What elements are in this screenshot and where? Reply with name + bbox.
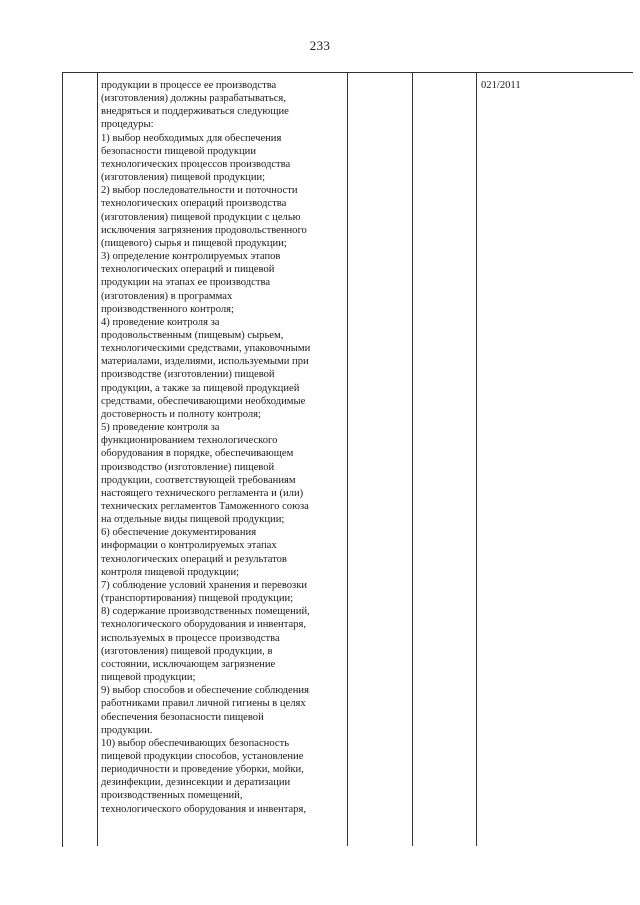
requirement-text-line: технологическими средствами, упаковочными: [101, 343, 311, 355]
requirement-text-line: процедуры:: [101, 119, 154, 131]
requirement-text-line: используемых в процессе производства: [101, 632, 280, 644]
requirement-text-line: производстве (изготовлении) пищевой: [101, 369, 275, 381]
requirement-text-line: (изготовления) в программах: [101, 290, 233, 302]
requirement-text-line: средствами, обеспечивающими необходимые: [101, 395, 306, 407]
requirement-text-line: технологических операций и результатов: [101, 553, 287, 565]
requirement-text-line: технологических операций и пищевой: [101, 264, 275, 276]
requirement-text-line: технических регламентов Таможенного союза: [101, 501, 309, 512]
requirement-text-line: технологического оборудования и инвентаря,: [101, 803, 306, 815]
requirement-text-line: технологического оборудования и инвентаря,: [101, 619, 306, 631]
requirement-text-line: производство (изготовление) пищевой: [101, 461, 275, 473]
requirement-text-line: материалами, изделиями, используемыми при: [101, 356, 309, 368]
requirement-text-line: исключения загрязнения продовольственного: [101, 224, 307, 236]
requirement-text-line: продовольственным (пищевым) сырьем,: [101, 329, 284, 341]
requirement-text-line: (изготовления) пищевой продукции с целью: [101, 211, 301, 223]
requirement-text-line: 10) выбор обеспечивающих безопасность: [101, 737, 290, 749]
requirement-text-line: производственного контроля;: [101, 303, 234, 315]
requirement-text-line: (изготовления) должны разрабатываться,: [101, 93, 286, 105]
requirement-text-line: пищевой продукции;: [101, 672, 196, 684]
requirement-text-line: дезинфекции, дезинсекции и дератизации: [101, 777, 291, 789]
requirement-text-line: достоверность и полноту контроля;: [101, 408, 262, 420]
requirement-text-line: продукции в процессе ее производства: [101, 80, 277, 91]
requirement-text-line: производственных помещений,: [101, 790, 243, 802]
requirement-text-line: обеспечения безопасности пищевой: [101, 711, 264, 723]
requirement-text-line: 3) определение контролируемых этапов: [101, 251, 281, 263]
requirement-text-line: оборудования в порядке, обеспечивающем: [101, 448, 294, 460]
requirement-text-line: внедряться и поддерживаться следующие: [101, 106, 289, 118]
column-divider: [347, 72, 348, 846]
requirement-text-line: технологических процессов производства: [101, 158, 291, 170]
requirement-text-line: (транспортирования) пищевой продукции;: [101, 593, 294, 605]
requirement-text-line: контроля пищевой продукции;: [101, 566, 240, 578]
requirement-text-line: безопасности пищевой продукции: [101, 145, 256, 157]
requirement-text-line: продукции на этапах ее производства: [101, 277, 271, 289]
requirement-text-line: (изготовления) пищевой продукции;: [101, 172, 266, 184]
requirement-text-line: 5) проведение контроля за: [101, 422, 220, 434]
requirement-text-line: настоящего технического регламента и (или): [101, 487, 304, 499]
column-divider: [97, 72, 98, 846]
requirement-text-line: технологических операций производства: [101, 198, 287, 210]
requirement-text-line: 2) выбор последовательности и поточности: [101, 185, 298, 197]
requirement-text-line: состоянии, исключающем загрязнение: [101, 658, 276, 670]
requirement-text-line: 9) выбор способов и обеспечение соблюдения: [101, 685, 309, 697]
requirement-text-line: продукции.: [101, 724, 153, 736]
requirement-text-line: 1) выбор необходимых для обеспечения: [101, 132, 282, 144]
requirement-text-line: периодичности и проведение уборки, мойки,: [101, 764, 304, 776]
requirement-text-line: информации о контролируемых этапах: [101, 540, 277, 552]
requirement-text-line: функционированием технологического: [101, 435, 278, 447]
column-divider: [476, 72, 477, 846]
requirement-text-line: пищевой продукции способов, установление: [101, 750, 304, 762]
document-code: 021/2011: [481, 80, 521, 91]
requirement-text-line: (пищевого) сырья и пищевой продукции;: [101, 237, 287, 249]
requirement-text-line: (изготовления) пищевой продукции, в: [101, 645, 273, 657]
requirement-text-cell: [101, 79, 346, 816]
requirement-text-line: продукции, соответствующей требованиям: [101, 474, 296, 486]
page-number: 233: [309, 38, 331, 53]
requirement-text-line: работниками правил личной гигиены в целях: [101, 698, 306, 710]
requirement-text-line: 6) обеспечение документирования: [101, 527, 257, 539]
column-divider: [412, 72, 413, 846]
requirement-text-line: 7) соблюдение условий хранения и перевозки: [101, 579, 308, 591]
requirement-text-line: на отдельные виды пищевой продукции;: [101, 514, 285, 526]
requirement-text-line: продукции, а также за пищевой продукцией: [101, 382, 300, 394]
requirement-text-line: 8) содержание производственных помещений,: [101, 606, 310, 618]
requirement-text-line: 4) проведение контроля за: [101, 316, 220, 328]
